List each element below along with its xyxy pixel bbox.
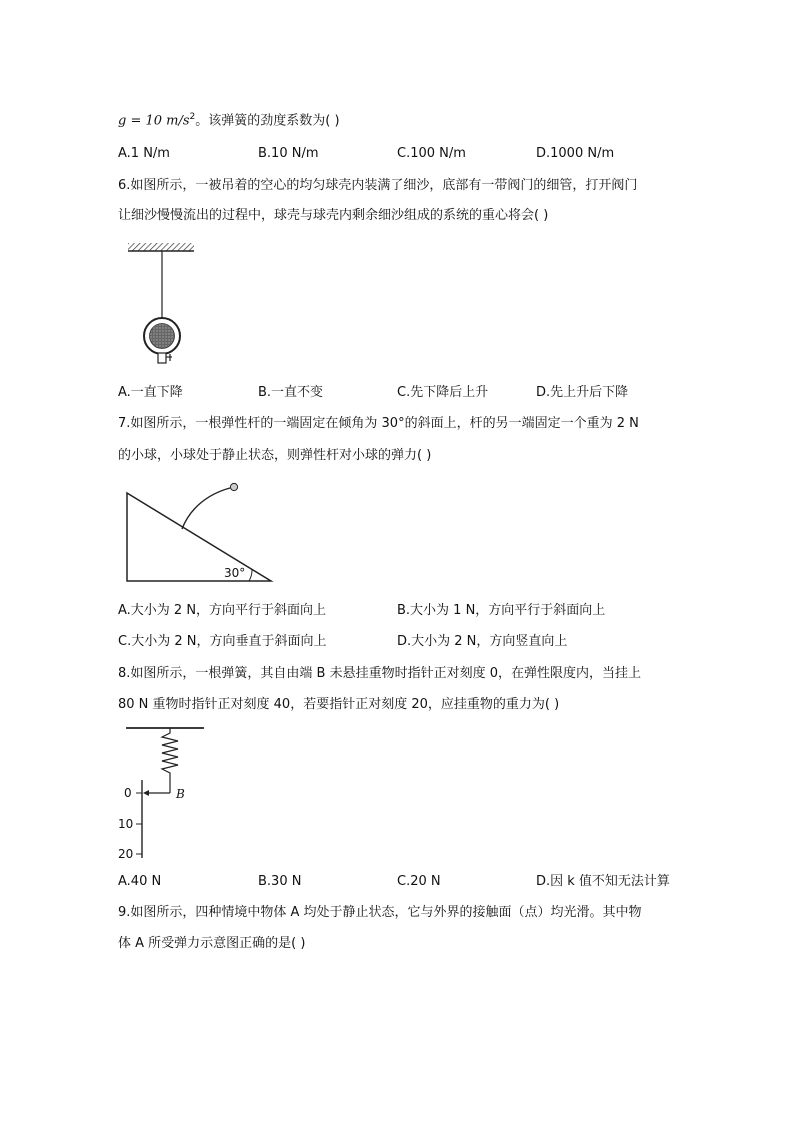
q5-option-c: C.100 N/m	[397, 146, 466, 161]
q6-option-d: D.先上升后下降	[536, 385, 629, 400]
q7-stem-line-2: 的小球，小球处于静止状态，则弹性杆对小球的弹力( )	[118, 448, 432, 463]
q6-option-a: A.一直下降	[118, 385, 183, 400]
q7-angle-label: 30°	[224, 566, 246, 580]
q8-stem-line-1: 8.如图所示，一根弹簧，其自由端 B 未悬挂重物时指针正对刻度 0，在弹性限度内，当挂上	[118, 666, 641, 681]
q6-option-b: B.一直不变	[258, 385, 324, 400]
ceiling-hatch	[128, 243, 194, 251]
scale-label-20: 20	[118, 847, 134, 861]
q6-stem-line-1: 6.如图所示，一被吊着的空心的均匀球壳内装满了细沙，底部有一带阀门的细管，打开阀门	[118, 178, 638, 193]
q8-option-a: A.40 N	[118, 874, 162, 889]
q5-option-b: B.10 N/m	[258, 146, 319, 161]
q8-stem-line-2: 80 N 重物时指针正对刻度 40，若要指针正对刻度 20，应挂重物的重力为( )	[118, 697, 560, 712]
q7-option-b: B.大小为 1 N，方向平行于斜面向上	[397, 603, 606, 618]
q9-stem-line-1: 9.如图所示，四种情境中物体 A 均处于静止状态，它与外界的接触面（点）均光滑。其中物	[118, 905, 642, 920]
q5-stem-end: 。该弹簧的劲度系数为( )	[195, 113, 340, 129]
spring-coil	[162, 728, 178, 780]
q7-stem-line-1: 7.如图所示，一根弹性杆的一端固定在倾角为 30°的斜面上，杆的另一端固定一个重为 2 N	[118, 416, 639, 431]
scale-label-0: 0	[124, 786, 132, 800]
q5-option-a: A.1 N/m	[118, 146, 170, 161]
q6-figure	[120, 240, 210, 370]
q7-option-a: A.大小为 2 N，方向平行于斜面向上	[118, 603, 327, 618]
q7-option-c: C.大小为 2 N，方向垂直于斜面向上	[118, 634, 327, 649]
valve-tube	[158, 353, 166, 363]
scale-label-10: 10	[118, 817, 134, 831]
elastic-rod	[182, 488, 230, 529]
q5-g-value: g = 10 m/s	[118, 113, 190, 129]
q6-option-c: C.先下降后上升	[397, 385, 489, 400]
q8-option-d: D.因 k 值不知无法计算	[536, 874, 670, 889]
q7-figure	[120, 478, 280, 588]
pointer-arrow	[143, 790, 149, 796]
small-ball	[230, 483, 237, 490]
q6-stem-line-2: 让细沙慢慢流出的过程中，球壳与球壳内剩余细沙组成的系统的重心将会( )	[118, 208, 549, 223]
incline-triangle	[127, 493, 271, 581]
q5-g-exponent: 2	[189, 112, 196, 122]
q9-stem-line-2: 体 A 所受弹力示意图正确的是( )	[118, 936, 306, 951]
q7-option-d: D.大小为 2 N，方向竖直向上	[397, 634, 568, 649]
angle-arc	[249, 570, 252, 581]
sand-fill	[150, 324, 175, 349]
q8-option-c: C.20 N	[397, 874, 441, 889]
point-b-label: B	[176, 787, 185, 801]
q5-stem	[118, 108, 340, 130]
q8-figure	[112, 720, 212, 870]
q8-option-b: B.30 N	[258, 874, 302, 889]
q5-option-d: D.1000 N/m	[536, 146, 615, 161]
